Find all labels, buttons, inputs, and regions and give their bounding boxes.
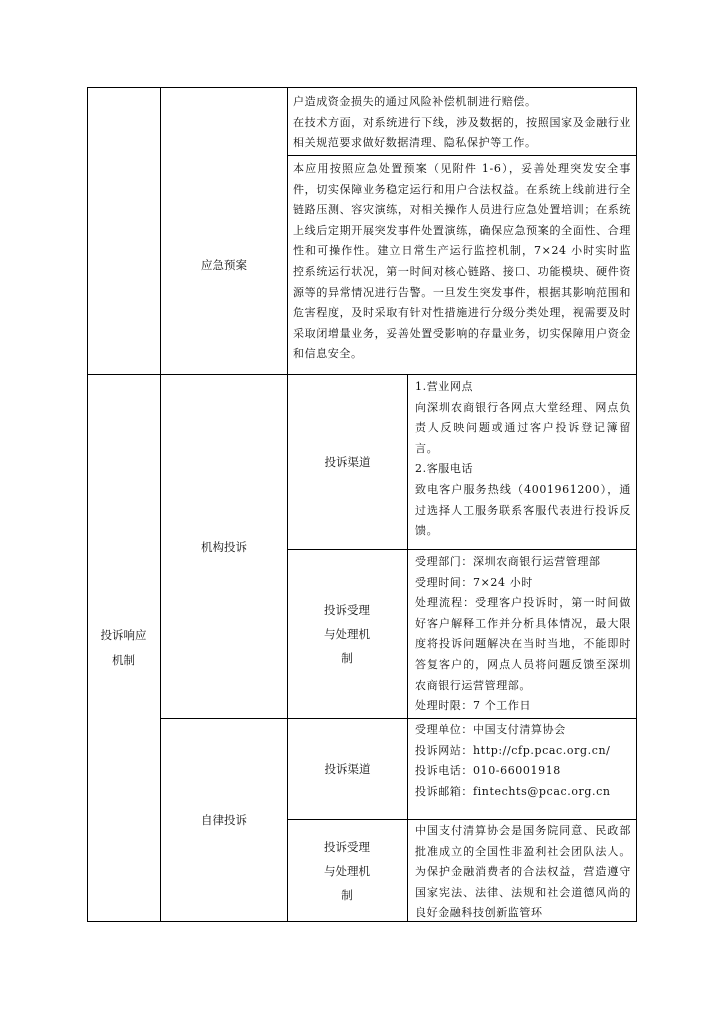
table-border-right <box>636 87 637 921</box>
emergency-plan-label: 应急预案 <box>201 258 247 272</box>
selfreg-channel-label: 投诉渠道 <box>324 762 371 776</box>
row-divider <box>287 155 637 156</box>
institution-channel-label: 投诉渠道 <box>324 455 371 469</box>
institution-process-text: 受理部门：深圳农商银行运营管理部 受理时间：7×24 小时 处理流程：受理客户投诉时，第一时间做好客户解释工作并分析具体情况，最大限度将投诉问题解决在当时当地，不能即时答复客户的，网点人员将问题反馈至深圳农商银行运营管理部。 处理时限：7 个工作日 <box>415 555 631 713</box>
table-border-top <box>87 87 637 88</box>
selfreg-channel-text: 受理单位：中国支付清算协会 投诉网站：http://cfp.pcac.org.cn/ 投诉电话：010-66001918 投诉邮箱：fintechts@pcac.org.cn <box>415 723 611 798</box>
institution-process-label: 投诉受理与处理机制 <box>324 603 370 665</box>
complaint-mechanism-label: 投诉响应机制 <box>100 628 147 667</box>
institution-channel-text: 1.营业网点 向深圳农商银行各网点大堂经理、网点负责人反映问题或通过客户投诉登记簿留言。 2.客服电话 致电客户服务热线（4001961200），通过选择人工服务联系客服代表进行投诉反馈。 <box>415 380 631 538</box>
selfreg-process-text: 中国支付清算协会是国务院同意、民政部批准成立的全国性非盈利社会团队法人。为保护金融消费者的合法权益，营造遵守国家宪法、法律、法规和社会道德风尚的良好金融科技创新监管环 <box>415 824 631 920</box>
institution-complaint-label: 机构投诉 <box>201 539 247 554</box>
document-table <box>87 87 637 921</box>
col-divider <box>287 87 288 374</box>
table-border-left <box>87 87 88 921</box>
col-divider <box>407 374 408 921</box>
selfreg-complaint-label: 自律投诉 <box>201 813 247 827</box>
selfreg-process-label: 投诉受理与处理机制 <box>324 839 370 902</box>
top-row-text: 户造成资金损失的通过风险补偿机制进行赔偿。 在技术方面，对系统进行下线，涉及数据的，按照国家及金融行业相关规范要求做好数据清理、隐私保护等工作。 <box>293 95 631 150</box>
emergency-plan-text: 本应用按照应急处置预案（见附件 1-6），妥善处理突发安全事件，切实保障业务稳定运行和用户合法权益。在系统上线前进行全链路压测、容灾演练，对相关操作人员进行应急处置培训；在系统上线后定期开展突发事件处置演练，确保应急预案的全面性、合理性和可操作性。建立日常生产运行监控机制，7×24 小时实时监控系统运行状况，第一时间对核心链路、接口、功能模块、硬件资源等的异常情况进行告警。一旦发生突发事件，根据其影响范围和危害程度，及时采取有针对性措施进行分级分类处理，视需要及时采取闭增量业务，妥善处置受影响的存量业务，切实保障用户资金和信息安全。 <box>293 162 631 361</box>
